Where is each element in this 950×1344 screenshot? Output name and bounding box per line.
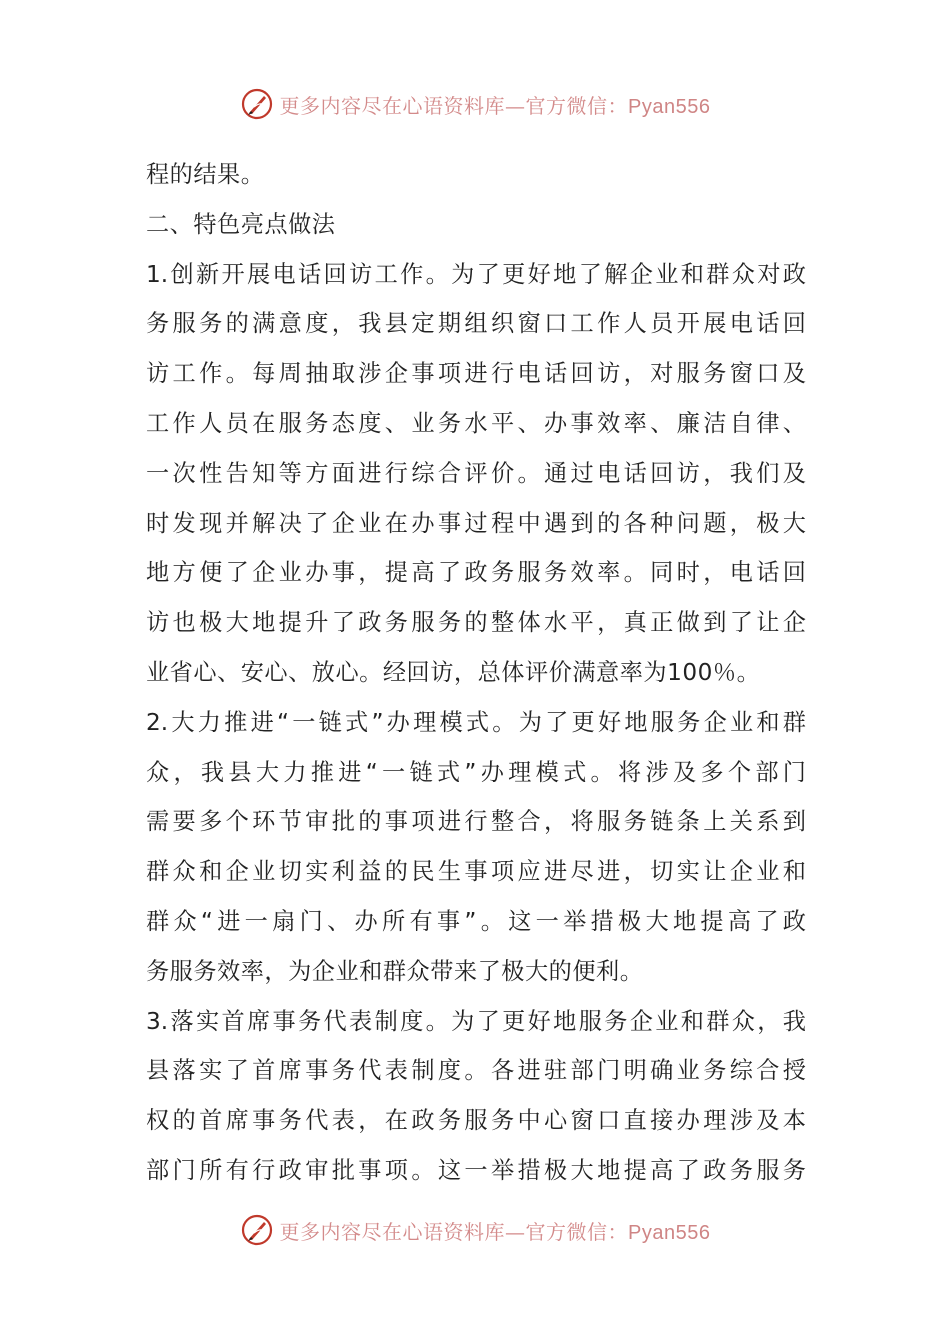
text-line: 2.大力推进“一链式”办理模式。为了更好地服务企业和群 [146,708,806,736]
header-watermark-label: 更多内容尽在心语资料库—官方微信： [279,93,629,118]
footer-watermark-wechat-id: Pyan556 [628,1221,711,1244]
text-line: 业省心、安心、放心。经回访，总体评价满意率为100％。 [146,658,761,686]
header-watermark-text [280,90,711,119]
text-line: 工作人员在服务态度、业务水平、办事效率、廉洁自律、 [146,409,806,437]
text-line: 务服务的满意度，我县定期组织窗口工作人员开展电话回 [146,310,806,338]
text-line: 权的首席事务代表，在政务服务中心窗口直接办理涉及本 [146,1107,806,1135]
text-line: 访工作。每周抽取涉企事项进行电话回访，对服务窗口及 [146,360,806,388]
footer-watermark-label: 更多内容尽在心语资料库—官方微信： [279,1219,629,1244]
header-watermark [0,84,950,124]
header-watermark-inner [240,87,711,121]
section-heading: 二、特色亮点做法 [146,210,336,238]
header-watermark-wechat-id: Pyan556 [628,95,711,118]
footer-watermark-text [280,1216,711,1245]
text-line: 时发现并解决了企业在办事过程中遇到的各种问题，极大 [146,509,806,537]
text-line: 县落实了首席事务代表制度。各进驻部门明确业务综合授 [146,1057,806,1085]
quill-logo-icon [240,1213,274,1247]
text-line: 众，我县大力推进“一链式”办理模式。将涉及多个部门 [146,758,806,786]
quill-logo-icon [240,87,274,121]
text-line: 群众和企业切实利益的民生事项应进尽进，切实让企业和 [146,858,806,886]
text-line: 一次性告知等方面进行综合评价。通过电话回访，我们及 [146,459,806,487]
text-line: 需要多个环节审批的事项进行整合，将服务链条上关系到 [146,808,806,836]
footer-watermark-inner [240,1213,711,1247]
text-line: 访也极大地提升了政务服务的整体水平，真正做到了让企 [146,609,806,637]
footer-watermark [0,1210,950,1250]
text-line: 务服务效率，为企业和群众带来了极大的便利。 [146,957,644,985]
document-body [146,150,806,1196]
text-line: 程的结果。 [146,161,265,188]
text-line: 3.落实首席事务代表制度。为了更好地服务企业和群众，我 [146,1007,806,1035]
text-line: 地方便了企业办事，提高了政务服务效率。同时，电话回 [146,559,806,587]
text-line: 部门所有行政审批事项。这一举措极大地提高了政务服务 [146,1156,806,1184]
text-line: 1.创新开展电话回访工作。为了更好地了解企业和群众对政 [146,260,806,288]
text-line: 群众“进一扇门、办所有事”。这一举措极大地提高了政 [146,907,806,935]
